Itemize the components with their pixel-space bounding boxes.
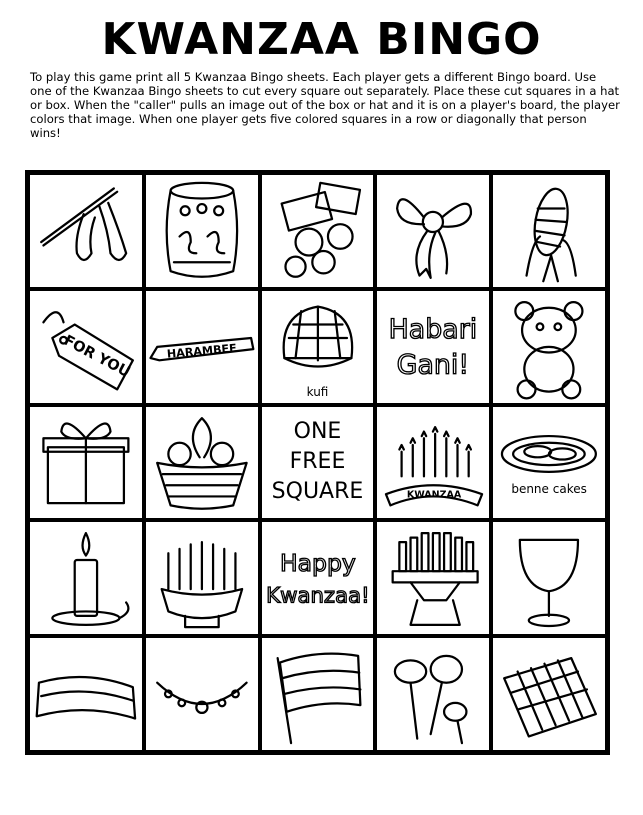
square-gift-bow — [375, 173, 491, 289]
square-unity-cup — [491, 520, 607, 636]
square-kufi — [260, 289, 376, 405]
fruit-basket-icon — [146, 407, 258, 519]
free-line1: ONE — [293, 419, 342, 445]
bingo-board — [25, 170, 610, 755]
gourd-spoons-icon — [377, 638, 489, 750]
free-line3: SQUARE — [271, 479, 364, 505]
free-square-text — [272, 417, 364, 507]
flag-icon — [262, 638, 374, 750]
happy-line1: Happy — [279, 549, 356, 578]
square-gourd-spoons — [375, 636, 491, 752]
square-happy-kwanzaa — [260, 520, 376, 636]
benne-cakes-caption: benne cakes — [511, 482, 587, 497]
free-line2: FREE — [289, 449, 346, 475]
habari-line2: Gani! — [397, 349, 470, 381]
kinara-icon — [146, 522, 258, 634]
drum-icon — [146, 175, 258, 287]
habari-line1: Habari — [389, 313, 478, 345]
unity-cup-icon — [493, 522, 605, 634]
dried-corn-stalk-icon — [30, 175, 142, 287]
square-teddy-bear — [491, 289, 607, 405]
square-fruit-basket — [144, 405, 260, 521]
happy-kwanzaa-text — [262, 522, 374, 634]
square-benne-cakes — [491, 405, 607, 521]
teddy-bear-icon — [493, 291, 605, 403]
square-woven-mat — [491, 636, 607, 752]
page-title: KWANZAA BINGO — [101, 14, 542, 65]
square-for-you-tag — [28, 289, 144, 405]
square-kinara-candles — [375, 520, 491, 636]
for-you-label: FOR YOU — [60, 332, 133, 381]
benne-cakes-plate-icon — [493, 407, 605, 519]
candle-icon — [30, 522, 142, 634]
gift-tag-icon — [30, 291, 142, 403]
habari-gani-text — [377, 291, 489, 403]
kwanzaa-banner-label: KWANZAA — [407, 489, 462, 501]
square-decorated-drum — [144, 173, 260, 289]
instructions-text: To play this game print all 5 Kwanzaa Bingo sheets. Each player gets a different Bingo board. Use one of the Kwanzaa Bingo sheets to cut every square out separately. Place these cut squares in a hat or box. When the "caller" pulls an image out of the box or hat and it is on a player's board, the player colors that image. When one player gets five colored squares in a row or diagonally that person wins! — [30, 70, 620, 140]
square-kente-cloth — [28, 636, 144, 752]
kinara-banner-icon — [377, 407, 489, 519]
happy-line2: Kwanzaa! — [265, 583, 370, 609]
square-bead-necklace — [144, 636, 260, 752]
square-habari-gani — [375, 289, 491, 405]
kente-cloth-icon — [30, 638, 142, 750]
kinara-stand-icon — [377, 522, 489, 634]
square-kinara — [144, 520, 260, 636]
square-kinara-banner — [375, 405, 491, 521]
square-one-free-square — [260, 405, 376, 521]
harambee-banner-icon — [146, 291, 258, 403]
kufi-caption: kufi — [306, 384, 329, 399]
square-corn — [491, 173, 607, 289]
square-gift-box — [28, 405, 144, 521]
square-money-and-coins — [260, 173, 376, 289]
square-ear-of-corn-husk — [28, 173, 144, 289]
square-flag — [260, 636, 376, 752]
money-icon — [262, 175, 374, 287]
corn-icon — [493, 175, 605, 287]
gift-box-icon — [30, 407, 142, 519]
harambee-label: HARAMBEE — [166, 341, 238, 361]
square-harambee — [144, 289, 260, 405]
mkeka-mat-icon — [493, 638, 605, 750]
necklace-icon — [146, 638, 258, 750]
bow-icon — [377, 175, 489, 287]
square-candle — [28, 520, 144, 636]
